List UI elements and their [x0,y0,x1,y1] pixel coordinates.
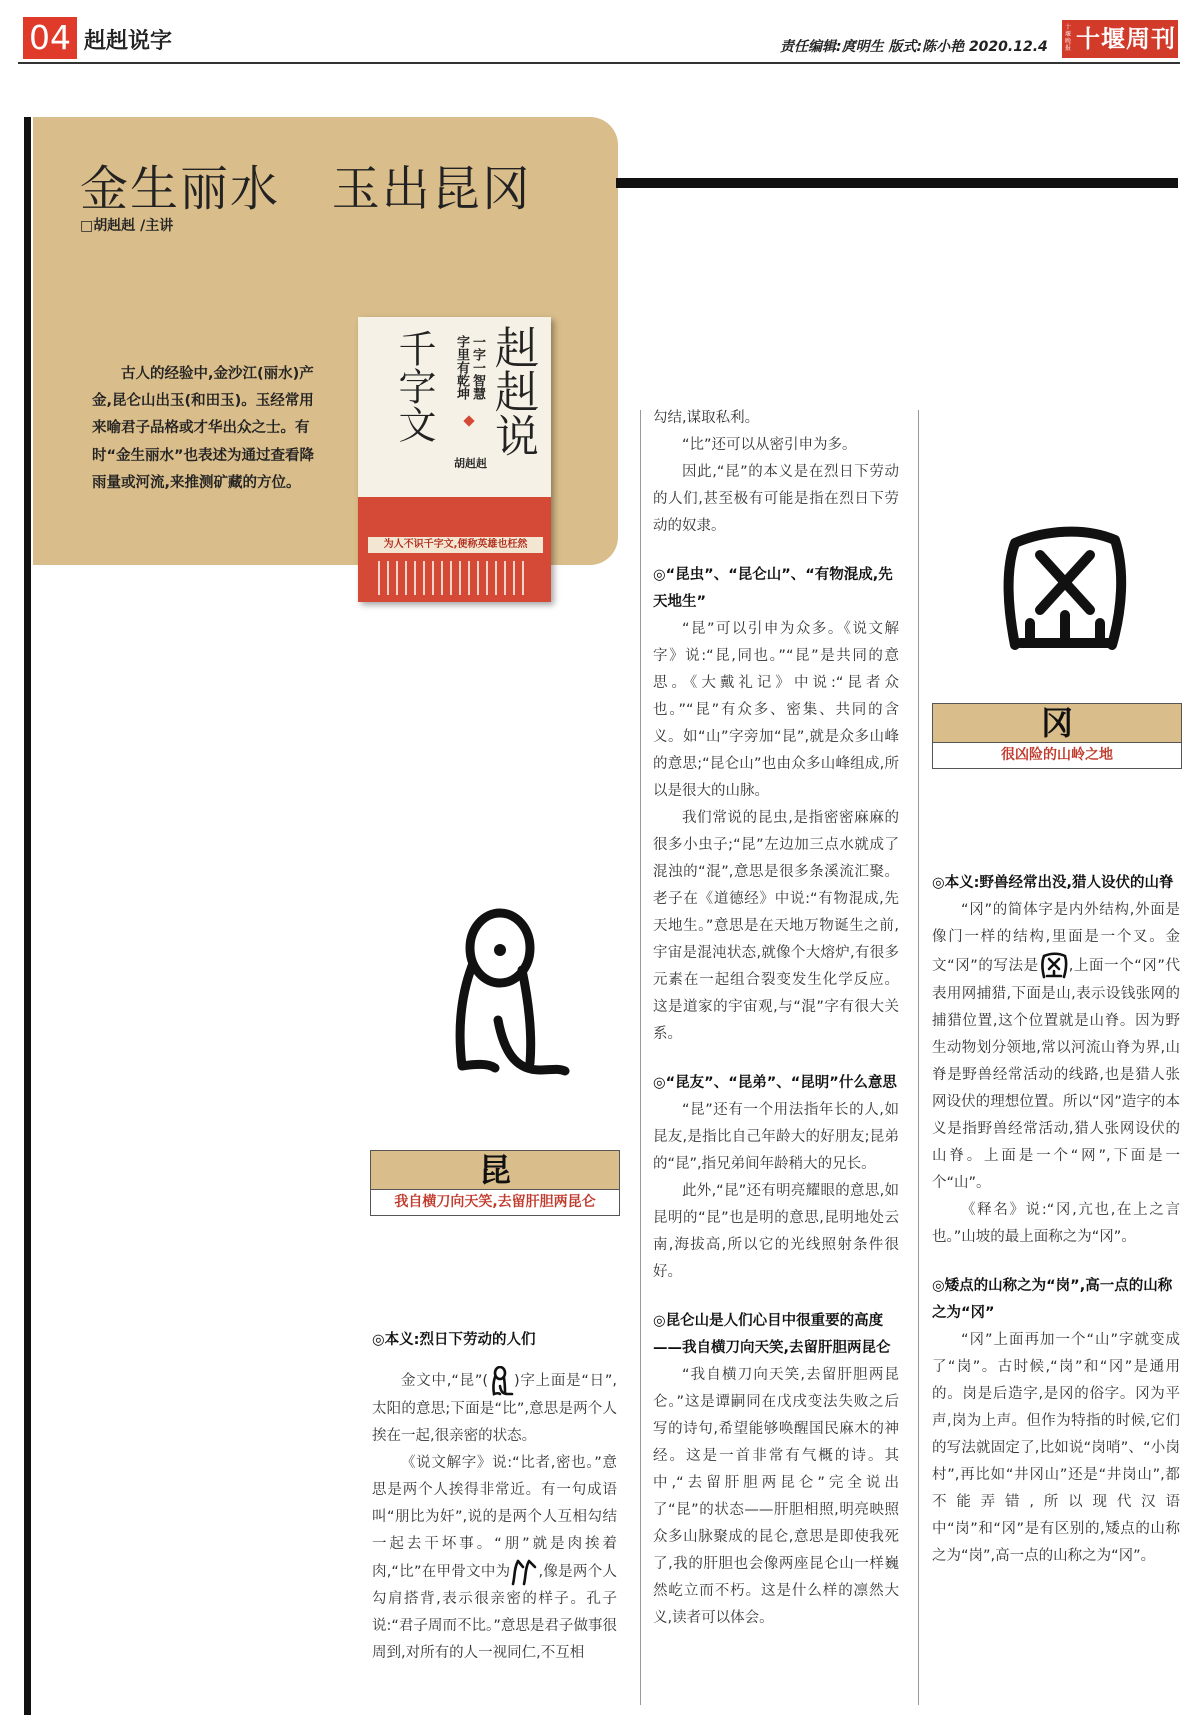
gang-label-box [932,703,1182,769]
col2-paragraph-5: “昆”还有一个用法指年长的人,如昆友,是指比自己年龄大的好朋友;昆弟的“昆”,指兄弟间年龄稍大的兄长。 [653,1102,899,1172]
gang-inline-glyph [1039,951,1069,981]
masthead-name: 十堰周刊 [1076,24,1176,53]
col3-p1-part-a: “冈”的简体字是内外结构,外面是像门一样的结构,里面是一个叉。金文“冈”的写法是 [932,902,1180,974]
col1-body [372,1366,617,1667]
column-rule-1 [640,410,641,1705]
kun-caption: 我自横刀向天笑,去留肝胆两昆仑 [394,1194,596,1210]
title-rule [616,178,1178,188]
kun-inline-glyph [488,1366,514,1396]
intro-paragraph: 古人的经验中,金沙江(丽水)产金,昆仑山出玉(和田玉)。玉经常用来喻君子品格或才华出众之士。有时“金生丽水”也表述为通过查看降雨量或河流,来推测矿藏的方位。 [92,366,315,491]
col1-paragraph-2 [372,1450,617,1667]
col1-paragraph-1 [372,1366,617,1450]
section-name: 赳赳说字 [84,29,173,54]
col3-p1-part-b: ,上面一个“冈”代表用网捕猎,下面是山,表示设钱张网的捕猎位置,这个位置就是山脊。因为野生动物划分领地,常以河流山脊为界,山脊是野兽经常活动的线路,也是猎人张网设伏的理想位置。所以“冈”造字的本义是指野兽经常活动,猎人张网设伏的山脊。上面是一个“网”,下面是一个“山”。 [932,958,1180,1191]
col2-subhead-2: ◎“昆友”、“昆弟”、“昆明”什么意思 [653,1075,897,1091]
col1-p1-part-a: 金文中,“昆”( [401,1373,489,1389]
col2-paragraph-0: 勾结,谋取私利。 [653,410,760,426]
col3-paragraph-1 [932,897,1180,1197]
col3-paragraph-3: “冈”上面再加一个“山”字就变成了“岗”。古时候,“岗”和“冈”是通用的。岗是后造字,是冈的俗字。冈为平声,岗为上声。但作为特指的时候,它们的写法就固定了,比如说“岗哨”、“小岗村”,再比如“井冈山”还是“井岗山”,都不能弄错,所以现代汉语中“岗”和“冈”是有区别的,矮点的山称之为“岗”,高一点的山称之为“冈”。 [932,1332,1180,1564]
book-tagline-1: 一字一智慧 [470,335,485,400]
col2-paragraph-2: 因此,“昆”的本义是在烈日下劳动的人们,甚至极有可能是指在烈日下劳动的奴隶。 [653,464,899,534]
column-1 [372,1327,617,1667]
col3-body-b [932,1327,1180,1570]
gang-bronze-glyph [990,515,1140,665]
col2-body-a [653,405,899,540]
kun-char: 昆 [371,1151,619,1190]
book-subtitle: 千字文 [392,329,436,443]
book-seal [463,415,474,426]
col2-body-b [653,616,899,1048]
article-title: 金生丽水 玉出昆冈 [80,161,532,217]
column-rule-2 [918,410,919,1705]
bi-oracle-glyph [510,1558,538,1586]
col2-body-d [653,1362,899,1632]
book-cover [358,317,551,602]
masthead-side-text: 十堰晚报 [1065,24,1072,52]
kun-label-box [370,1150,620,1216]
left-vertical-rule [24,117,31,1715]
col1-p1-part-b: )字上面是“日”,太阳的意思;下面是“比”,意思是两个人挨在一起,很亲密的状态。 [372,1373,618,1444]
col2-subhead-3: ◎昆仑山是人们心目中很重要的高度——我自横刀向天笑,去留肝胆两昆仑 [653,1313,891,1356]
col2-subhead-1: ◎“昆虫”、“昆仑山”、“有物混成,先天地生” [653,567,893,610]
col2-paragraph-4: 我们常说的昆虫,是指密密麻麻的很多小虫子;“昆”左边加三点水就成了混浊的“混”,意思是很多条溪流汇聚。老子在《道德经》中说:“有物混成,先天地生。”意思是在天地万物诞生之前,宇宙是混沌状态,就像个大熔炉,有很多元素在一起组合裂变发生化学反应。这是道家的宇宙观,与“混”字有很大关系。 [653,810,899,1042]
col1-p2-part-b: ,像是两个人勾肩搭背,表示很亲密的样子。孔子说:“君子周而不比。”意思是君子做事很周到,对所有的人一视同仁,不互相 [372,1564,617,1661]
editor-credits: 责任编辑:庹明生 版式:陈小艳 2020.12.4 [780,39,1048,55]
kun-bronze-glyph [440,908,580,1083]
gang-char: 冈 [933,704,1181,743]
col3-subhead-1: ◎本义:野兽经常出没,猎人设伏的山脊 [932,875,1174,891]
masthead-logo [1062,20,1178,58]
gang-caption: 很凶险的山岭之地 [1001,747,1113,763]
col2-paragraph-7: “我自横刀向天笑,去留肝胆两昆仑。”这是谭嗣同在戊戌变法失败之后写的诗句,希望能够唤醒国民麻木的神经。这是一首非常有气概的诗。其中,“去留肝胆两昆仑”完全说出了“昆”的状态——肝胆相照,明亮映照众多山脉聚成的昆仑,意思是即使我死了,我的肝胆也会像两座昆仑山一样巍然屹立而不朽。这是什么样的凛然大义,读者可以体会。 [653,1367,899,1626]
col3-body-a [932,897,1180,1251]
book-author: 胡赳赳 [454,457,487,470]
book-banner: 为人不识千字文,便称英雄也枉然 [368,537,543,553]
page-number: 04 [23,17,77,59]
col2-paragraph-6: 此外,“昆”还有明亮耀眼的意思,如昆明的“昆”也是明的意思,昆明地处云南,海拔高,所以它的光线照射条件很好。 [653,1183,899,1280]
column-3 [932,870,1180,1570]
col1-p2-part-a: 《说文解字》说:“比者,密也。”意思是两个人挨得非常近。有一句成语叫“朋比为奸”,说的是两个人互相勾结一起去干坏事。“朋”就是肉挨着肉,“比”在甲骨文中为 [372,1455,617,1580]
col3-subhead-2: ◎矮点的山称之为“岗”,高一点的山称之为“冈” [932,1278,1173,1321]
col2-body-c [653,1097,899,1286]
col2-paragraph-1: “比”还可以从密引申为多。 [682,437,857,453]
book-title: 赳赳说 [487,325,538,457]
col1-subhead-1: ◎本义:烈日下劳动的人们 [372,1332,536,1348]
col2-paragraph-3: “昆”可以引申为众多。《说文解字》说:“昆,同也。”“昆”是共同的意思。《大戴礼记》中说:“昆者众也。”“昆”有众多、密集、共同的含义。如“山”字旁加“昆”,就是众多山峰的意思;“昆仑山”也由众多山峰组成,所以是很大的山脉。 [653,621,899,799]
book-blurb-lines [378,561,528,595]
header-rule [18,62,1180,64]
col3-paragraph-2: 《释名》说:“冈,亢也,在上之言也。”山坡的最上面称之为“冈”。 [932,1202,1180,1245]
byline: □胡赳赳 /主讲 [80,218,174,234]
book-tagline-2: 字里有乾坤 [454,335,469,400]
column-2 [653,405,899,1632]
